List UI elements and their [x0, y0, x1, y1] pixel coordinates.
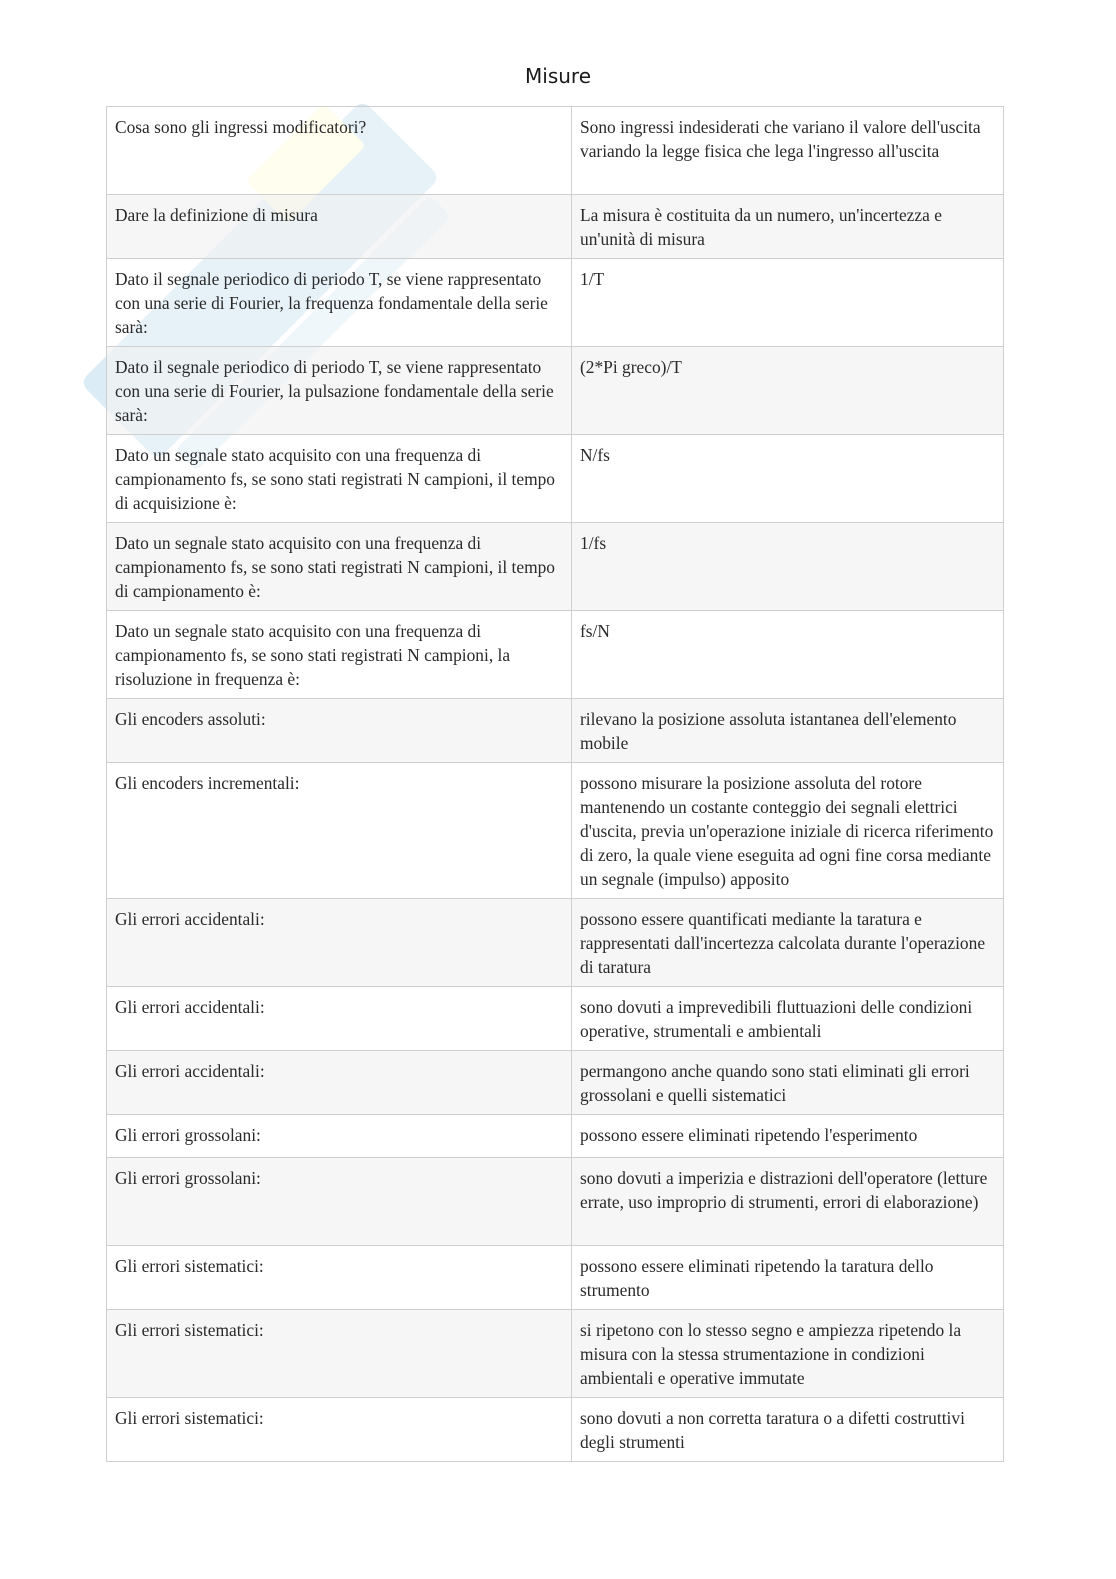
- answer-cell: N/fs: [572, 435, 1004, 523]
- question-cell: Gli errori sistematici:: [107, 1310, 572, 1398]
- question-cell: Gli encoders assoluti:: [107, 699, 572, 763]
- question-cell: Dato il segnale periodico di periodo T, se viene rappresentato con una serie di Fourier, la frequenza fondamentale della serie sarà:: [107, 259, 572, 347]
- question-cell: Gli errori grossolani:: [107, 1158, 572, 1246]
- answer-cell: rilevano la posizione assoluta istantanea dell'elemento mobile: [572, 699, 1004, 763]
- question-cell: Gli errori accidentali:: [107, 987, 572, 1051]
- table-row: [107, 195, 1004, 259]
- table-row: [107, 899, 1004, 987]
- table-row: [107, 1398, 1004, 1462]
- question-cell: Dato un segnale stato acquisito con una frequenza di campionamento fs, se sono stati registrati N campioni, il tempo di campionamento è:: [107, 523, 572, 611]
- answer-cell: 1/fs: [572, 523, 1004, 611]
- question-cell: Gli errori sistematici:: [107, 1398, 572, 1462]
- answer-cell: permangono anche quando sono stati eliminati gli errori grossolani e quelli sistematici: [572, 1051, 1004, 1115]
- answer-cell: La misura è costituita da un numero, un'incertezza e un'unità di misura: [572, 195, 1004, 259]
- table-row: [107, 987, 1004, 1051]
- question-cell: Dato un segnale stato acquisito con una frequenza di campionamento fs, se sono stati registrati N campioni, la risoluzione in frequenza è:: [107, 611, 572, 699]
- answer-cell: 1/T: [572, 259, 1004, 347]
- question-cell: Gli errori accidentali:: [107, 1051, 572, 1115]
- table-row: [107, 347, 1004, 435]
- answer-cell: sono dovuti a non corretta taratura o a difetti costruttivi degli strumenti: [572, 1398, 1004, 1462]
- table-row: [107, 435, 1004, 523]
- table-row: [107, 699, 1004, 763]
- answer-cell: sono dovuti a imperizia e distrazioni dell'operatore (letture errate, uso improprio di strumenti, errori di elaborazione): [572, 1158, 1004, 1246]
- answer-cell: possono essere eliminati ripetendo l'esperimento: [572, 1115, 1004, 1158]
- answer-cell: possono essere quantificati mediante la taratura e rappresentati dall'incertezza calcolata durante l'operazione di taratura: [572, 899, 1004, 987]
- table-row: [107, 1310, 1004, 1398]
- table-row: [107, 1246, 1004, 1310]
- table-row: [107, 259, 1004, 347]
- table-row: [107, 1158, 1004, 1246]
- question-cell: Gli errori grossolani:: [107, 1115, 572, 1158]
- table-row: [107, 611, 1004, 699]
- answer-cell: sono dovuti a imprevedibili fluttuazioni delle condizioni operative, strumentali e ambientali: [572, 987, 1004, 1051]
- question-cell: Cosa sono gli ingressi modificatori?: [107, 107, 572, 195]
- answer-cell: (2*Pi greco)/T: [572, 347, 1004, 435]
- answer-cell: possono essere eliminati ripetendo la taratura dello strumento: [572, 1246, 1004, 1310]
- table-row: [107, 107, 1004, 195]
- table-row: [107, 763, 1004, 899]
- question-cell: Dare la definizione di misura: [107, 195, 572, 259]
- question-cell: Gli encoders incrementali:: [107, 763, 572, 899]
- question-cell: Dato il segnale periodico di periodo T, se viene rappresentato con una serie di Fourier, la pulsazione fondamentale della serie sarà:: [107, 347, 572, 435]
- answer-cell: Sono ingressi indesiderati che variano il valore dell'uscita variando la legge fisica che lega l'ingresso all'uscita: [572, 107, 1004, 195]
- table-row: [107, 1051, 1004, 1115]
- qa-table: [106, 106, 1004, 1462]
- answer-cell: possono misurare la posizione assoluta del rotore mantenendo un costante conteggio dei segnali elettrici d'uscita, previa un'operazione iniziale di ricerca riferimento di zero, la quale viene eseguita ad ogni fine corsa mediante un segnale (impulso) apposito: [572, 763, 1004, 899]
- table-row: [107, 1115, 1004, 1158]
- page-title: Misure: [525, 64, 591, 88]
- question-cell: Dato un segnale stato acquisito con una frequenza di campionamento fs, se sono stati registrati N campioni, il tempo di acquisizione è:: [107, 435, 572, 523]
- question-cell: Gli errori sistematici:: [107, 1246, 572, 1310]
- answer-cell: si ripetono con lo stesso segno e ampiezza ripetendo la misura con la stessa strumentazione in condizioni ambientali e operative immutate: [572, 1310, 1004, 1398]
- question-cell: Gli errori accidentali:: [107, 899, 572, 987]
- table-row: [107, 523, 1004, 611]
- answer-cell: fs/N: [572, 611, 1004, 699]
